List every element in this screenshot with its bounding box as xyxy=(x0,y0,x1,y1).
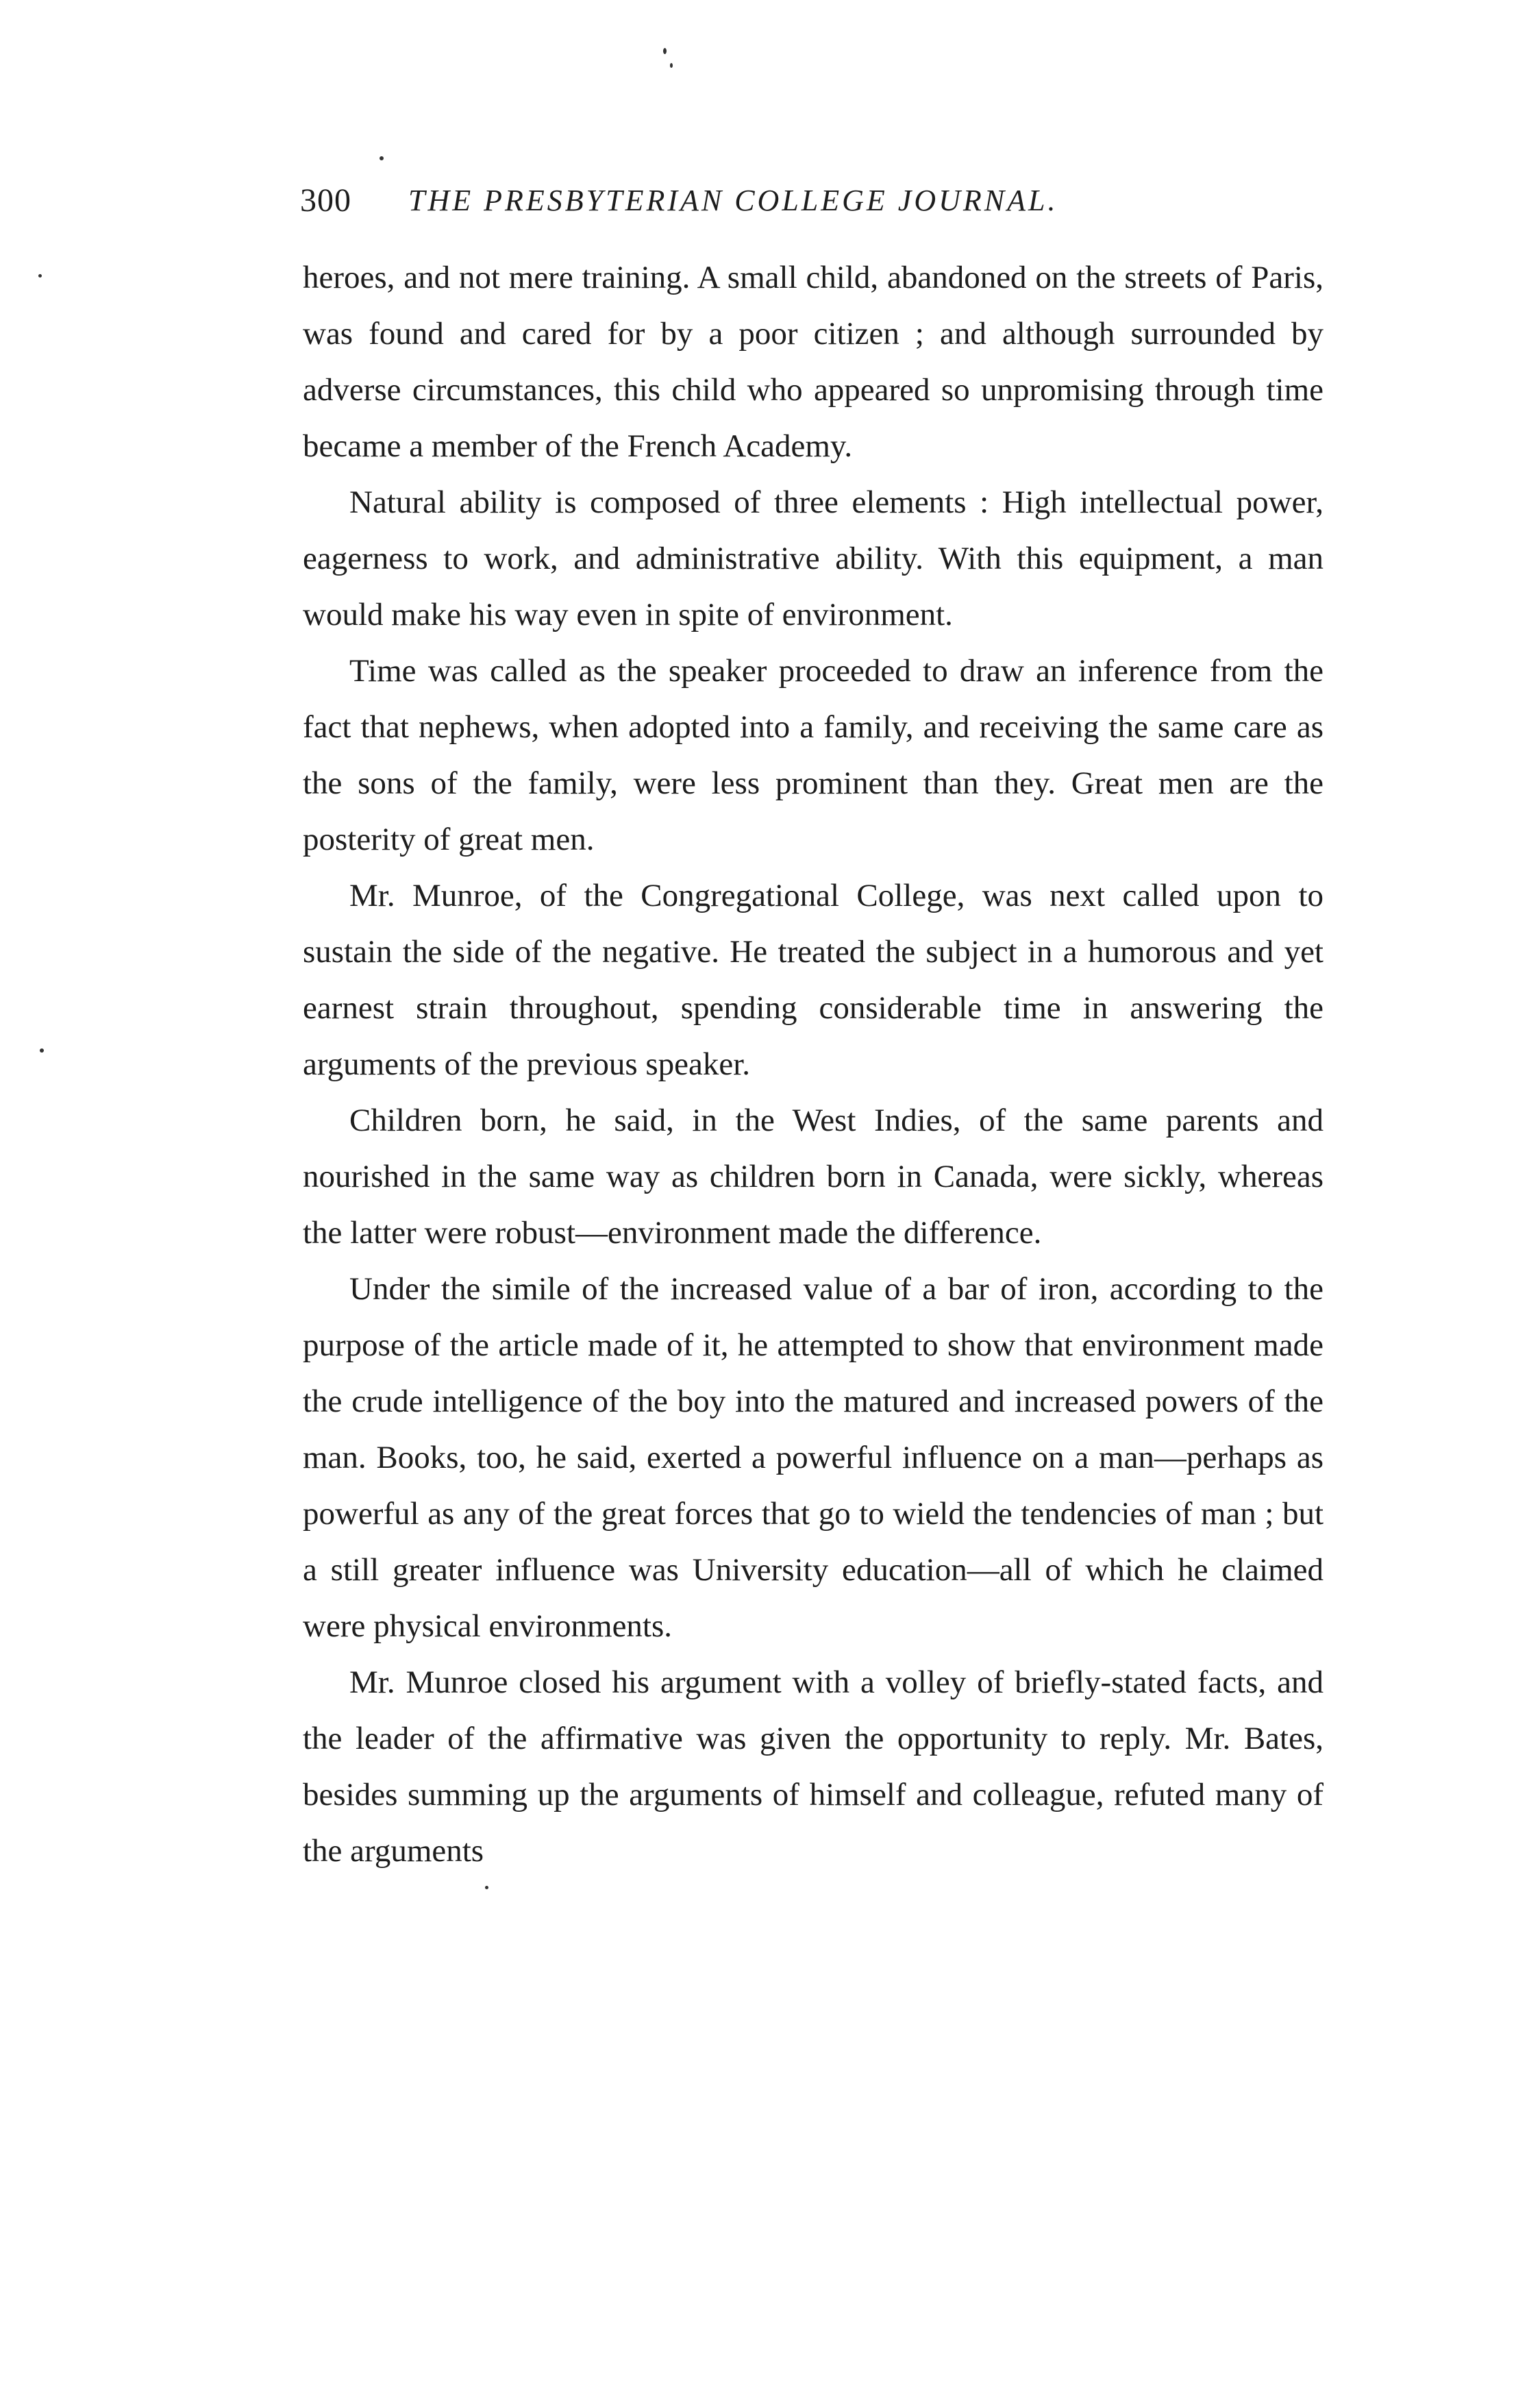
ink-speck xyxy=(40,1048,44,1053)
paragraph: Mr. Munroe closed his argument with a volley of briefly-stated facts, and the leader of the affirmative was given the opportunity to reply. Mr. Bates, besides summing up the arguments of himself and colleague, refuted many of the arguments xyxy=(303,1664,1324,1869)
ink-speck xyxy=(485,1886,488,1889)
paragraph: Mr. Munroe, of the Congregational College, was next called upon to sustain the side of the negative. He treated the subject in a humorous and yet earnest strain throughout, spending considerable time in answering the arguments of the previous speaker. xyxy=(303,878,1324,1082)
paragraph: Children born, he said, in the West Indies, of the same parents and nourished in the same way as children born in Canada, were sickly, whereas the latter were robust—environment made the difference. xyxy=(303,1103,1324,1251)
body-text xyxy=(303,249,1324,1879)
running-title: THE PRESBYTERIAN COLLEGE JOURNAL. xyxy=(408,184,1058,217)
page-number: 300 xyxy=(300,182,351,219)
running-header xyxy=(300,177,1328,225)
ink-speck xyxy=(663,48,667,54)
ink-speck xyxy=(670,63,673,68)
paragraph: Under the simile of the increased value of a bar of iron, according to the purpose of the article made of it, he attempted to show that environment made the crude intelligence of the boy into the matured and increased powers of the man. Books, too, he said, exerted a powerful influence on a man—perhaps as powerful as any of the great forces that go to wield the tendencies of man ; but a still greater influence was University education—all of which he claimed were physical environments. xyxy=(303,1271,1324,1644)
paragraph: Natural ability is composed of three elements : High intellectual power, eagerness to work, and administrative ability. With this equipment, a man would make his way even in spite of environment. xyxy=(303,484,1324,632)
paragraph: Time was called as the speaker proceeded to draw an inference from the fact that nephews, when adopted into a family, and receiving the same care as the sons of the family, were less prominent than they. Great men are the posterity of great men. xyxy=(303,653,1324,857)
ink-speck xyxy=(38,274,42,278)
ink-speck xyxy=(380,156,384,160)
paragraph-continued: heroes, and not mere training. A small child, abandoned on the streets of Paris, was found and cared for by a poor citizen ; and although surrounded by adverse circumstances, this child who appeared so unpromising through time became a member of the French Academy. xyxy=(303,260,1324,464)
